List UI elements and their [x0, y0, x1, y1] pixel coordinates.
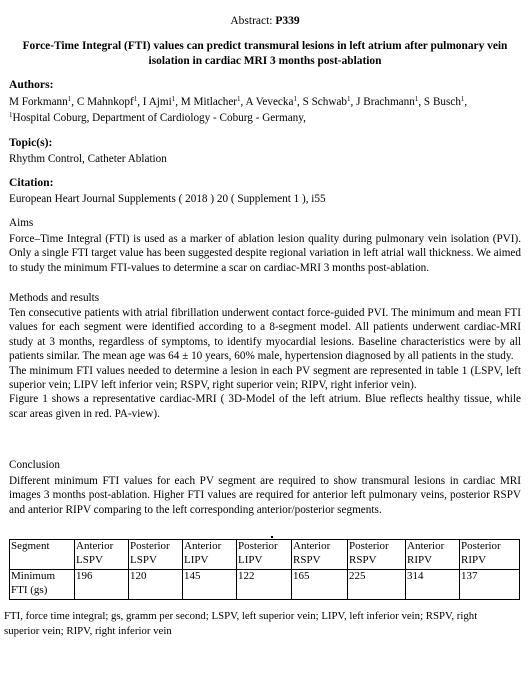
- author-name: C Mahnkopf: [76, 96, 134, 108]
- author-separator: ,: [296, 96, 303, 108]
- methods-paragraph-2: The minimum FTI values needed to determine a lesion in each PV segment are represented in table 1 (LSPV, left superior vein; LIPV left inferior vein; RSPV, right superior vein; RIPV, right inferior vein).: [9, 364, 521, 392]
- author-separator: ,: [418, 96, 424, 108]
- table-cell: 137: [460, 570, 520, 600]
- table-header-cell: Anterior RIPV: [406, 540, 460, 570]
- author-affiliation-mark: 1: [293, 95, 297, 103]
- methods-paragraph-3: Figure 1 shows a representative cardiac-MRI ( 3D-Model of the left atrium. Blue reflects healthy tissue, while scar areas given in red. PA-view).: [9, 393, 521, 420]
- author-name: I Ajmi: [142, 96, 172, 108]
- author-name: S Schwab: [302, 96, 348, 108]
- table-header-cell: Anterior LIPV: [183, 540, 237, 570]
- authors-heading: Authors:: [9, 78, 54, 91]
- author-separator: ,: [350, 96, 357, 108]
- author-separator: ,: [137, 96, 143, 108]
- authors-list: [9, 95, 521, 109]
- author-name: A Vevecka: [245, 96, 294, 108]
- table-header-row: [10, 540, 520, 570]
- table-row: [10, 570, 520, 600]
- table-header-cell: Posterior RSPV: [348, 540, 406, 570]
- aims-text: Force–Time Integral (FTI) is used as a marker of ablation lesion quality during pulmonary vein isolation (PVI). Only a single FTI target value has been suggested despite regional variation in left atrial wall thickness. We aimed to study the minimum FTI-values to determine a scar on cardiac-MRI 3 months post-ablation.: [9, 233, 521, 274]
- topic-heading: Topic(s):: [9, 136, 53, 149]
- affiliation: $^1$Hospital Coburg, Department of Cardiology - Coburg - Germany,: [9, 111, 306, 124]
- conclusion-heading: Conclusion: [9, 459, 60, 471]
- table-header-cell: Posterior RIPV: [460, 540, 520, 570]
- author-name: S Busch: [423, 96, 461, 108]
- table-caption: FTI, force time integral; gs, gramm per second; LSPV, left superior vein; LIPV, left inferior vein; RSPV, right superior vein; RIPV, right inferior vein: [4, 610, 478, 637]
- stray-dot: [271, 536, 273, 538]
- table-cell: 225: [348, 570, 406, 600]
- citation-value: European Heart Journal Supplements ( 2018 ) 20 ( Supplement 1 ), i55: [9, 193, 326, 205]
- abstract-title: Force-Time Integral (FTI) values can predict transmural lesions in left atrium after pulmonary vein isolation in cardiac MRI 3 months post-ablation: [22, 40, 508, 67]
- methods-text: [9, 306, 521, 421]
- table-header-cell: Posterior LSPV: [129, 540, 183, 570]
- abstract-number: Abstract: P339: [230, 15, 300, 27]
- author-affiliation-mark: 1: [460, 95, 465, 103]
- methods-heading: Methods and results: [9, 292, 100, 304]
- table-header-cell: Anterior RSPV: [292, 540, 348, 570]
- citation-heading: Citation:: [9, 176, 54, 189]
- table-cell: 122: [237, 570, 292, 600]
- author-affiliation-mark: 1: [133, 95, 138, 103]
- table-row-label: Minimum FTI (gs): [10, 570, 75, 600]
- author-name: M Forkmann: [9, 96, 68, 108]
- author-separator: ,: [175, 96, 181, 108]
- table-header-cell: Posterior LIPV: [237, 540, 292, 570]
- author-separator: ,: [240, 96, 246, 108]
- aims-heading: Aims: [9, 217, 34, 229]
- conclusion-text: Different minimum FTI values for each PV segment are required to show transmural lesions in cardiac MRI images 3 months post-ablation. Higher FTI values are required for anterior left pulmonary veins, posterior RSPV and anterior RIPV comparing to the left corresponding anterior/posterior segments.: [9, 475, 521, 516]
- table-header-cell: Anterior LSPV: [75, 540, 129, 570]
- author-affiliation-mark: 1: [237, 95, 241, 103]
- author-separator: ,: [464, 96, 468, 108]
- topic-value: Rhythm Control, Catheter Ablation: [9, 153, 167, 165]
- table-cell: 314: [406, 570, 460, 600]
- author-name: M Mitlacher: [180, 96, 238, 108]
- table-header-cell: Segment: [10, 540, 75, 570]
- author-affiliation-mark: 1: [171, 95, 176, 103]
- author-name: J Brachmann: [356, 96, 415, 108]
- author-affiliation-mark: 1: [414, 95, 419, 103]
- table-cell: 120: [129, 570, 183, 600]
- methods-paragraph-1: Ten consecutive patients with atrial fibrillation underwent contact force-guided PVI. The minimum and mean FTI values for each segment were identified according to a 8-segment model. All patients underwent cardiac-MRI study at 3 months, regardless of symptoms, to identify myocardial lesions. Baseline characteristics were by all patients similar. The mean age was 64 ± 10 years, 60% male, hypertension diagnosed by all patients in the study.: [9, 307, 521, 363]
- table-cell: 165: [292, 570, 348, 600]
- author-affiliation-mark: 1: [67, 95, 72, 103]
- author-separator: ,: [71, 96, 77, 108]
- table-cell: 196: [75, 570, 129, 600]
- fti-table: [9, 539, 520, 600]
- author-affiliation-mark: 1: [347, 95, 351, 103]
- table-cell: 145: [183, 570, 237, 600]
